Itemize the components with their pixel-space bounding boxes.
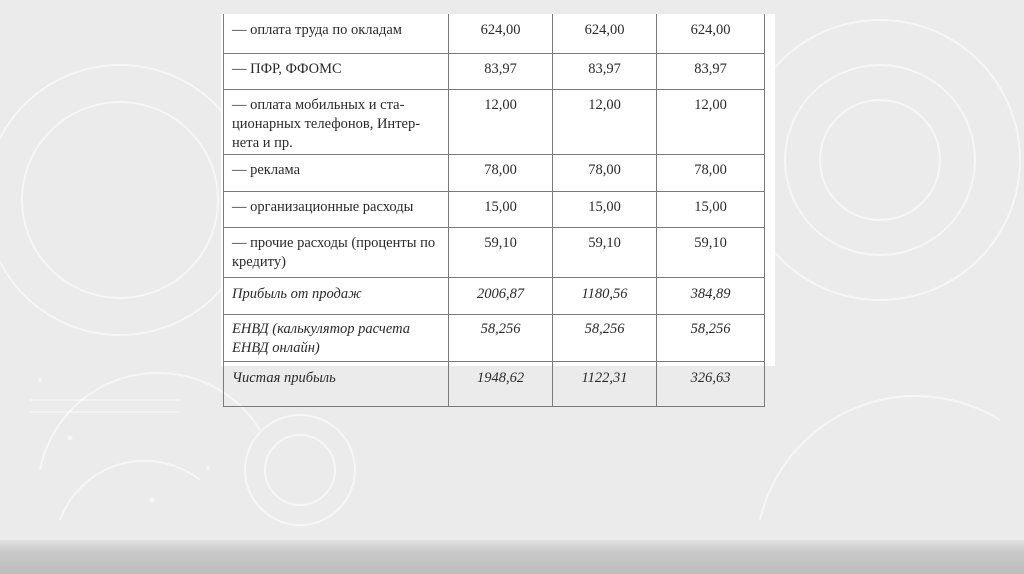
row-label: — прочие расходы (проценты по кредиту) — [224, 228, 449, 278]
value-cell: 12,00 — [553, 90, 657, 155]
value-cell: 58,256 — [449, 315, 553, 362]
value-cell: 384,89 — [657, 278, 765, 315]
value-cell: 78,00 — [553, 155, 657, 192]
table-row — [224, 54, 765, 90]
value-cell: 59,10 — [553, 228, 657, 278]
value-cell: 83,97 — [449, 54, 553, 90]
document-page — [221, 14, 775, 386]
table-row-sales-profit — [224, 278, 765, 315]
value-cell: 12,00 — [657, 90, 765, 155]
value-cell: 58,256 — [657, 315, 765, 362]
value-cell: 624,00 — [449, 14, 553, 54]
value-cell: 15,00 — [553, 192, 657, 228]
table-row-envd — [224, 315, 765, 362]
table-row — [224, 14, 765, 54]
row-label: — ПФР, ФФОМС — [224, 54, 449, 90]
value-cell: 624,00 — [657, 14, 765, 54]
value-cell: 2006,87 — [449, 278, 553, 315]
table-row — [224, 228, 765, 278]
value-cell: 83,97 — [657, 54, 765, 90]
value-cell: 83,97 — [553, 54, 657, 90]
value-cell: 1122,31 — [553, 362, 657, 407]
value-cell: 59,10 — [449, 228, 553, 278]
financial-table — [223, 14, 765, 407]
row-label: Чистая прибыль — [224, 362, 449, 407]
value-cell: 624,00 — [553, 14, 657, 54]
value-cell: 326,63 — [657, 362, 765, 407]
value-cell: 78,00 — [449, 155, 553, 192]
table-row — [224, 90, 765, 155]
table-row — [224, 192, 765, 228]
value-cell: 12,00 — [449, 90, 553, 155]
value-cell: 1948,62 — [449, 362, 553, 407]
row-label: ЕНВД (калькулятор расчета ЕНВД онлайн) — [224, 315, 449, 362]
row-label: — оплата труда по окладам — [224, 14, 449, 54]
value-cell: 15,00 — [657, 192, 765, 228]
row-label: — организационные расходы — [224, 192, 449, 228]
value-cell: 58,256 — [553, 315, 657, 362]
value-cell: 78,00 — [657, 155, 765, 192]
table-row — [224, 155, 765, 192]
table-row-net-profit — [224, 362, 765, 407]
row-label: — оплата мобильных и ста-ционарных телефонов, Интер-нета и пр. — [224, 90, 449, 155]
row-label: Прибыль от продаж — [224, 278, 449, 315]
row-label: — реклама — [224, 155, 449, 192]
value-cell: 59,10 — [657, 228, 765, 278]
value-cell: 15,00 — [449, 192, 553, 228]
value-cell: 1180,56 — [553, 278, 657, 315]
bottom-shade-band — [0, 540, 1024, 574]
